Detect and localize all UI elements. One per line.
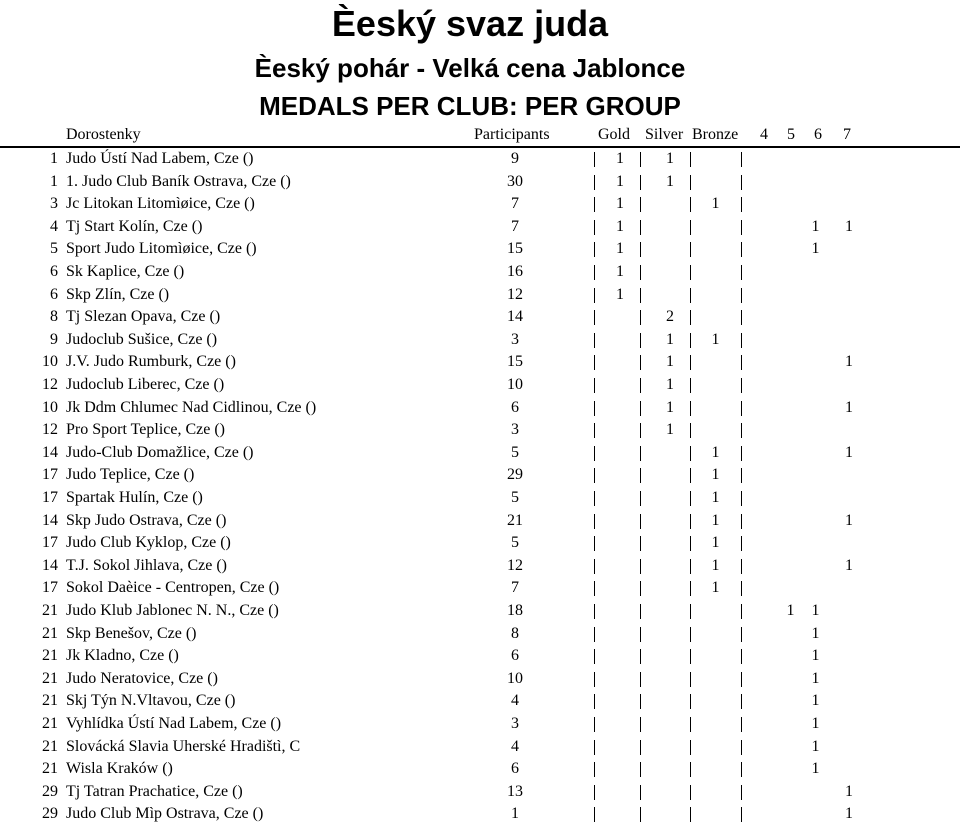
- table-row: [0, 600, 960, 623]
- rank-cell: 14: [42, 556, 58, 574]
- silver-cell: 1: [666, 376, 674, 393]
- participants-cell: 7: [511, 217, 519, 235]
- table-row: [0, 555, 960, 578]
- cell-divider: [594, 672, 595, 687]
- club-name: Sport Judo Litomìøice, Cze (): [66, 240, 257, 258]
- participants-cell: 14: [507, 308, 523, 326]
- header-col-4: 4: [760, 126, 768, 143]
- rank-cell: 4: [50, 217, 58, 235]
- cell-divider: [741, 355, 742, 370]
- col-6-cell: 1: [811, 647, 820, 665]
- cell-divider: [594, 514, 595, 529]
- cell-divider: [741, 785, 742, 800]
- rank-cell: 3: [50, 195, 58, 213]
- cell-divider: [741, 717, 742, 732]
- col-6-cell: 1: [811, 217, 820, 235]
- cell-divider: [690, 175, 691, 190]
- table-row: [0, 216, 960, 239]
- cell-divider: [594, 288, 595, 303]
- club-name: Tj Start Kolín, Cze (): [66, 217, 203, 235]
- participants-cell: 21: [507, 511, 523, 529]
- club-name: Skp Judo Ostrava, Cze (): [66, 511, 227, 529]
- rank-cell: 21: [42, 760, 58, 778]
- cell-divider: [690, 740, 691, 755]
- report-title: MEDALS PER CLUB: PER GROUP: [259, 91, 681, 121]
- federation-title: Èeský svaz juda: [331, 3, 609, 44]
- cell-divider: [640, 152, 641, 167]
- club-name: J.V. Judo Rumburk, Cze (): [66, 353, 236, 371]
- cell-divider: [690, 536, 691, 551]
- col-7-cell: 1: [845, 782, 853, 800]
- cell-divider: [640, 401, 641, 416]
- gold-cell: 1: [616, 195, 624, 213]
- cell-divider: [741, 175, 742, 190]
- table-row: [0, 148, 960, 171]
- cell-divider: [741, 333, 742, 348]
- rank-cell: 21: [42, 602, 58, 619]
- rank-cell: 21: [42, 715, 58, 732]
- cell-divider: [594, 175, 595, 190]
- cell-divider: [741, 288, 742, 303]
- cell-divider: [594, 717, 595, 732]
- cell-divider: [741, 581, 742, 596]
- table-row: [0, 668, 960, 691]
- club-name: Judoclub Sušice, Cze (): [66, 330, 218, 348]
- cell-divider: [690, 604, 691, 619]
- cell-divider: [741, 627, 742, 642]
- cell-divider: [594, 785, 595, 800]
- cell-divider: [594, 242, 595, 257]
- cell-divider: [741, 152, 742, 167]
- cell-divider: [741, 762, 742, 777]
- cell-divider: [690, 559, 691, 574]
- table-row: [0, 464, 960, 487]
- rank-cell: 17: [42, 579, 58, 597]
- table-row: [0, 397, 960, 420]
- participants-cell: 4: [511, 737, 519, 755]
- cell-divider: [594, 536, 595, 551]
- club-name: Spartak Hulín, Cze (): [66, 489, 203, 506]
- cell-divider: [640, 785, 641, 800]
- cell-divider: [594, 468, 595, 483]
- club-name: Jk Kladno, Cze (): [66, 647, 179, 665]
- header-col-5: 5: [787, 126, 795, 143]
- participants-cell: 7: [511, 195, 519, 213]
- participants-cell: 15: [507, 240, 523, 258]
- cell-divider: [594, 807, 595, 822]
- cell-divider: [640, 559, 641, 574]
- participants-cell: 6: [511, 398, 519, 416]
- rank-cell: 12: [42, 376, 58, 393]
- cell-divider: [741, 514, 742, 529]
- cell-divider: [741, 740, 742, 755]
- silver-cell: 2: [666, 308, 674, 326]
- cell-divider: [741, 536, 742, 551]
- cell-divider: [640, 807, 641, 822]
- gold-cell: 1: [616, 217, 624, 235]
- col-6-cell: 1: [811, 715, 820, 732]
- club-name: Wisla Kraków (): [66, 760, 173, 778]
- cell-divider: [741, 672, 742, 687]
- club-name: T.J. Sokol Jihlava, Cze (): [66, 556, 228, 574]
- table-row: [0, 261, 960, 284]
- participants-cell: 13: [507, 782, 523, 800]
- cell-divider: [741, 310, 742, 325]
- header-gold: Gold: [598, 126, 630, 143]
- club-name: Judo Club Kyklop, Cze (): [66, 534, 231, 552]
- cell-divider: [594, 694, 595, 709]
- col-7-cell: 1: [845, 805, 853, 823]
- club-name: Tj Tatran Prachatice, Cze (): [66, 782, 243, 800]
- cell-divider: [690, 220, 691, 235]
- header-silver: Silver: [645, 126, 684, 143]
- cell-divider: [594, 310, 595, 325]
- club-name: Skp Zlín, Cze (): [66, 285, 170, 303]
- participants-cell: 4: [511, 692, 519, 710]
- cell-divider: [690, 672, 691, 687]
- table-row: [0, 193, 960, 216]
- participants-cell: 5: [511, 489, 519, 506]
- participants-cell: 6: [511, 760, 519, 778]
- cell-divider: [741, 197, 742, 212]
- header-col-6: 6: [814, 126, 822, 143]
- silver-cell: 1: [666, 150, 674, 167]
- cell-divider: [690, 581, 691, 596]
- cell-divider: [640, 762, 641, 777]
- gold-cell: 1: [616, 285, 624, 303]
- club-name: Sokol Daèice - Centropen, Cze (): [66, 579, 280, 597]
- cell-divider: [690, 152, 691, 167]
- club-name: Judo-Club Domažlice, Cze (): [66, 443, 254, 461]
- col-5-cell: 1: [786, 602, 795, 619]
- table-row: [0, 510, 960, 533]
- cell-divider: [640, 423, 641, 438]
- cell-divider: [640, 740, 641, 755]
- cell-divider: [690, 197, 691, 212]
- table-row: [0, 758, 960, 781]
- participants-cell: 30: [507, 172, 523, 190]
- cell-divider: [640, 446, 641, 461]
- cell-divider: [640, 265, 641, 280]
- cell-divider: [690, 785, 691, 800]
- cell-divider: [690, 762, 691, 777]
- header-col-7: 7: [843, 126, 851, 143]
- rank-cell: 14: [42, 511, 58, 529]
- header-bronze: Bronze: [692, 126, 739, 143]
- col-6-cell: 1: [811, 760, 820, 778]
- cell-divider: [594, 152, 595, 167]
- cell-divider: [640, 468, 641, 483]
- rank-cell: 5: [50, 240, 58, 258]
- table-row: [0, 532, 960, 555]
- table-row: [0, 284, 960, 307]
- participants-cell: 18: [507, 602, 523, 619]
- col-6-cell: 1: [811, 692, 820, 710]
- participants-cell: 5: [511, 534, 519, 552]
- cell-divider: [690, 717, 691, 732]
- cell-divider: [640, 491, 641, 506]
- cell-divider: [741, 401, 742, 416]
- cell-divider: [640, 717, 641, 732]
- participants-cell: 5: [511, 443, 519, 461]
- cell-divider: [741, 491, 742, 506]
- club-name: Judo Klub Jablonec N. N., Cze (): [66, 602, 279, 619]
- rank-cell: 29: [42, 805, 58, 823]
- cell-divider: [594, 355, 595, 370]
- table-row: [0, 351, 960, 374]
- cell-divider: [594, 220, 595, 235]
- cell-divider: [594, 197, 595, 212]
- bronze-cell: 1: [711, 534, 720, 552]
- cell-divider: [741, 694, 742, 709]
- rank-cell: 29: [42, 782, 58, 800]
- participants-cell: 29: [507, 466, 523, 484]
- table-row: [0, 419, 960, 442]
- rank-cell: 14: [42, 443, 58, 461]
- cell-divider: [741, 649, 742, 664]
- bronze-cell: 1: [711, 511, 720, 529]
- participants-cell: 12: [507, 556, 523, 574]
- col-7-cell: 1: [845, 217, 853, 235]
- bronze-cell: 1: [711, 489, 720, 506]
- bronze-cell: 1: [711, 195, 720, 213]
- gold-cell: 1: [616, 263, 624, 280]
- rank-cell: 10: [42, 353, 58, 371]
- cell-divider: [741, 446, 742, 461]
- cell-divider: [690, 694, 691, 709]
- rank-cell: 1: [50, 172, 58, 190]
- cell-divider: [594, 333, 595, 348]
- club-name: Slovácká Slavia Uherské Hradištì, C: [66, 737, 301, 755]
- cell-divider: [594, 423, 595, 438]
- gold-cell: 1: [616, 240, 624, 258]
- cell-divider: [594, 559, 595, 574]
- club-name: Skj Týn N.Vltavou, Cze (): [66, 692, 236, 710]
- cell-divider: [690, 378, 691, 393]
- col-7-cell: 1: [845, 511, 853, 529]
- table-row: [0, 713, 960, 736]
- cell-divider: [640, 355, 641, 370]
- table-row: [0, 487, 960, 510]
- gold-cell: 1: [616, 150, 624, 167]
- cell-divider: [640, 310, 641, 325]
- table-row: [0, 781, 960, 804]
- cell-divider: [594, 378, 595, 393]
- cell-divider: [741, 604, 742, 619]
- club-name: Jk Ddm Chlumec Nad Cidlinou, Cze (): [66, 398, 317, 416]
- cell-divider: [741, 807, 742, 822]
- cell-divider: [640, 649, 641, 664]
- cell-divider: [640, 333, 641, 348]
- rank-cell: 21: [42, 692, 58, 710]
- table-row: [0, 736, 960, 759]
- rank-cell: 21: [42, 737, 58, 755]
- cell-divider: [690, 310, 691, 325]
- silver-cell: 1: [666, 172, 674, 190]
- cell-divider: [690, 288, 691, 303]
- cell-divider: [690, 807, 691, 822]
- tournament-title: Èeský pohár - Velká cena Jablonce: [254, 53, 686, 83]
- participants-cell: 10: [507, 669, 523, 687]
- rank-cell: 21: [42, 624, 58, 642]
- table-header: [0, 124, 960, 146]
- cell-divider: [594, 627, 595, 642]
- cell-divider: [741, 423, 742, 438]
- club-name: Pro Sport Teplice, Cze (): [66, 421, 225, 439]
- col-6-cell: 1: [811, 240, 820, 258]
- col-7-cell: 1: [845, 443, 853, 461]
- bronze-cell: 1: [711, 443, 720, 461]
- rank-cell: 6: [50, 263, 58, 280]
- col-6-cell: 1: [811, 624, 820, 642]
- cell-divider: [594, 265, 595, 280]
- club-name: Jc Litokan Litomìøice, Cze (): [66, 195, 255, 213]
- cell-divider: [640, 220, 641, 235]
- participants-cell: 9: [511, 150, 519, 167]
- rank-cell: 17: [42, 466, 58, 484]
- participants-cell: 16: [507, 263, 523, 280]
- bronze-cell: 1: [711, 556, 720, 574]
- club-name: Judo Ústí Nad Labem, Cze (): [66, 150, 254, 167]
- rank-cell: 21: [42, 669, 58, 687]
- cell-divider: [690, 265, 691, 280]
- cell-divider: [594, 740, 595, 755]
- club-name: 1. Judo Club Baník Ostrava, Cze (): [66, 172, 291, 190]
- club-name: Sk Kaplice, Cze (): [66, 263, 185, 280]
- cell-divider: [690, 468, 691, 483]
- col-6-cell: 1: [811, 602, 820, 619]
- cell-divider: [640, 197, 641, 212]
- cell-divider: [594, 491, 595, 506]
- col-6-cell: 1: [811, 669, 820, 687]
- cell-divider: [594, 581, 595, 596]
- cell-divider: [640, 514, 641, 529]
- table-row: [0, 690, 960, 713]
- table-row: [0, 577, 960, 600]
- table-row: [0, 442, 960, 465]
- club-name: Judo Teplice, Cze (): [66, 466, 195, 484]
- cell-divider: [690, 355, 691, 370]
- cell-divider: [690, 242, 691, 257]
- club-name: Judo Neratovice, Cze (): [66, 669, 218, 687]
- rank-cell: 17: [42, 489, 58, 506]
- cell-divider: [640, 378, 641, 393]
- cell-divider: [594, 762, 595, 777]
- participants-cell: 3: [511, 330, 519, 348]
- club-name: Skp Benešov, Cze (): [66, 624, 197, 642]
- table-row: [0, 171, 960, 194]
- table-row: [0, 623, 960, 646]
- rank-cell: 6: [50, 285, 58, 303]
- cell-divider: [741, 559, 742, 574]
- bronze-cell: 1: [711, 466, 720, 484]
- table-row: [0, 645, 960, 668]
- club-name: Judo Club Mìp Ostrava, Cze (): [66, 805, 264, 823]
- cell-divider: [594, 401, 595, 416]
- participants-cell: 3: [511, 421, 519, 439]
- participants-cell: 12: [507, 285, 523, 303]
- cell-divider: [640, 536, 641, 551]
- rank-cell: 10: [42, 398, 58, 416]
- rank-cell: 1: [50, 150, 58, 167]
- col-7-cell: 1: [845, 398, 853, 416]
- cell-divider: [741, 468, 742, 483]
- rank-cell: 8: [50, 308, 58, 326]
- cell-divider: [690, 627, 691, 642]
- col-7-cell: 1: [845, 556, 853, 574]
- participants-cell: 10: [507, 376, 523, 393]
- table-row: [0, 803, 960, 826]
- cell-divider: [741, 378, 742, 393]
- rank-cell: 9: [50, 330, 58, 348]
- cell-divider: [640, 581, 641, 596]
- bronze-cell: 1: [711, 330, 720, 348]
- silver-cell: 1: [666, 330, 674, 348]
- bronze-cell: 1: [711, 579, 720, 597]
- cell-divider: [640, 175, 641, 190]
- cell-divider: [690, 333, 691, 348]
- cell-divider: [640, 242, 641, 257]
- header-participants: Participants: [474, 126, 550, 143]
- participants-cell: 3: [511, 715, 519, 732]
- cell-divider: [690, 514, 691, 529]
- cell-divider: [741, 220, 742, 235]
- silver-cell: 1: [666, 353, 674, 371]
- club-name: Judoclub Liberec, Cze (): [66, 376, 225, 393]
- table-row: [0, 374, 960, 397]
- cell-divider: [690, 649, 691, 664]
- col-7-cell: 1: [845, 353, 853, 371]
- participants-cell: 6: [511, 647, 519, 665]
- col-6-cell: 1: [811, 737, 820, 755]
- silver-cell: 1: [666, 421, 674, 439]
- cell-divider: [690, 491, 691, 506]
- participants-cell: 8: [511, 624, 519, 642]
- silver-cell: 1: [666, 398, 674, 416]
- table-row: [0, 329, 960, 352]
- participants-cell: 7: [511, 579, 519, 597]
- club-name: Vyhlídka Ústí Nad Labem, Cze (): [66, 715, 282, 732]
- cell-divider: [690, 423, 691, 438]
- table-row: [0, 306, 960, 329]
- cell-divider: [640, 627, 641, 642]
- cell-divider: [594, 446, 595, 461]
- cell-divider: [594, 604, 595, 619]
- rank-cell: 12: [42, 421, 58, 439]
- cell-divider: [640, 672, 641, 687]
- participants-cell: 1: [511, 805, 519, 823]
- cell-divider: [690, 446, 691, 461]
- cell-divider: [640, 694, 641, 709]
- cell-divider: [640, 288, 641, 303]
- rank-cell: 21: [42, 647, 58, 665]
- cell-divider: [690, 401, 691, 416]
- header-group: Dorostenky: [66, 126, 141, 143]
- participants-cell: 15: [507, 353, 523, 371]
- rank-cell: 17: [42, 534, 58, 552]
- cell-divider: [640, 604, 641, 619]
- cell-divider: [741, 242, 742, 257]
- table-row: [0, 238, 960, 261]
- club-name: Tj Slezan Opava, Cze (): [66, 308, 221, 326]
- cell-divider: [741, 265, 742, 280]
- gold-cell: 1: [616, 172, 624, 190]
- cell-divider: [594, 649, 595, 664]
